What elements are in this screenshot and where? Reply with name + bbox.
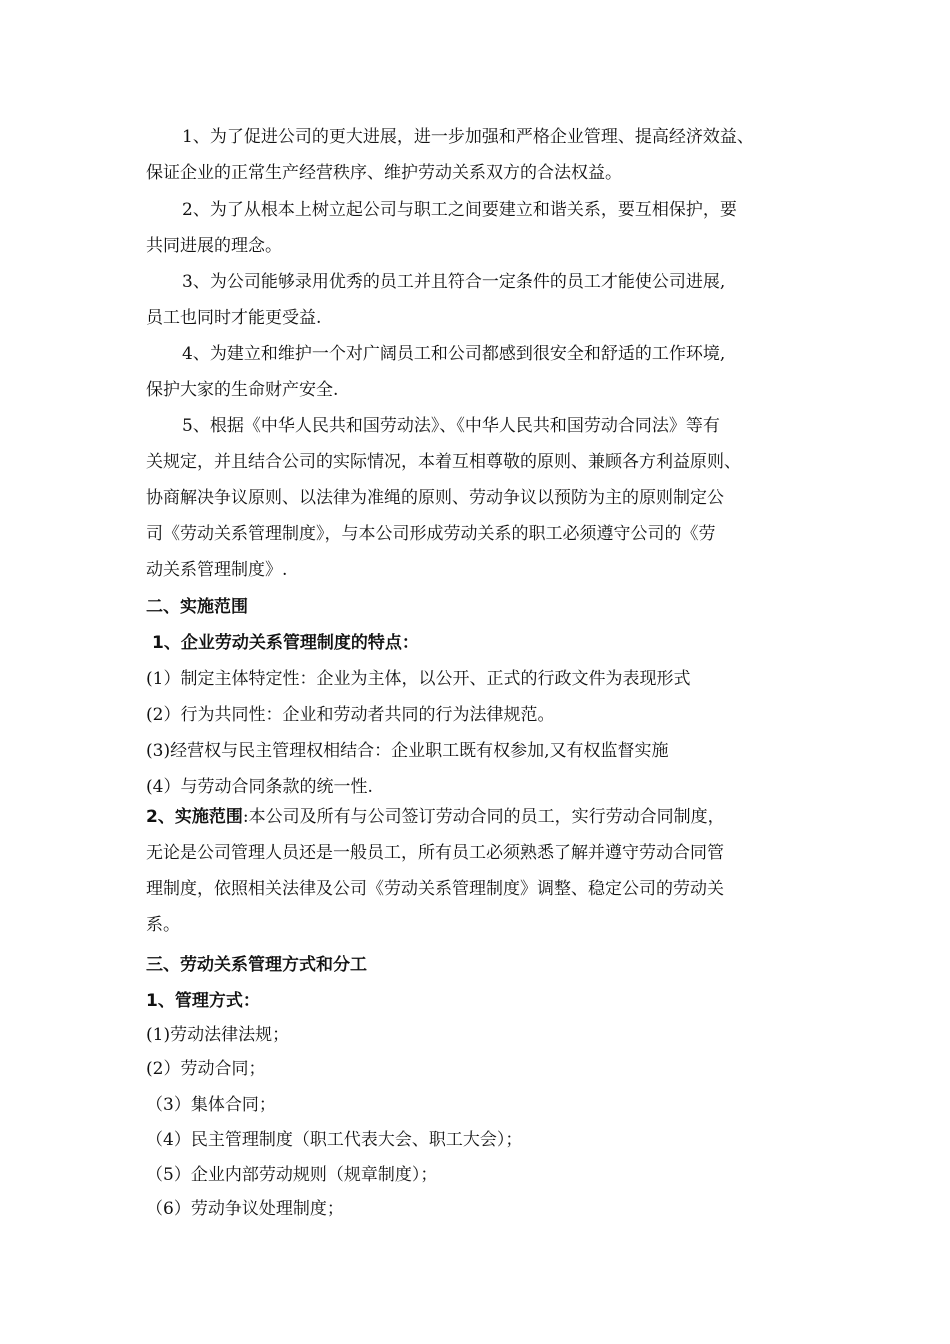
section-2-subheading-1: 1、企业劳动关系管理制度的特点： (152, 633, 419, 653)
section-3-heading: 三、劳动关系管理方式和分工 (146, 955, 367, 975)
section-3-item-3: （3）集体合同； (146, 1095, 276, 1115)
section-2-item-3: (3)经营权与民主管理权相结合：企业职工既有权参加,又有权监督实施 (146, 741, 669, 761)
paragraph-1-line-1: 1、为了促进公司的更大进展，进一步加强和严格企业管理、提高经济效益、 (182, 127, 754, 147)
section-2-heading: 二、实施范围 (146, 597, 248, 617)
paragraph-5-line-1: 5、根据《中华人民共和国劳动法》、《中华人民共和国劳动合同法》等有 (182, 416, 720, 436)
paragraph-4-line-2: 保护大家的生命财产安全. (146, 380, 339, 400)
paragraph-3-line-1: 3、为公司能够录用优秀的员工并且符合一定条件的员工才能使公司进展, (182, 272, 726, 292)
paragraph-3-line-2: 员工也同时才能更受益. (146, 308, 322, 328)
paragraph-5-line-3: 协商解决争议原则、以法律为准绳的原则、劳动争议以预防为主的原则制定公 (146, 488, 724, 508)
paragraph-4-line-1: 4、为建立和维护一个对广阔员工和公司都感到很安全和舒适的工作环境, (182, 344, 726, 364)
section-3-item-6: （6）劳动争议处理制度； (146, 1199, 344, 1219)
paragraph-5-line-4: 司《劳动关系管理制度》，与本公司形成劳动关系的职工必须遵守公司的《劳 (146, 524, 716, 544)
paragraph-5-line-2: 关规定，并且结合公司的实际情况，本着互相尊敬的原则、兼顾各方利益原则、 (146, 452, 741, 472)
section-2-scope-line-1 (146, 806, 725, 828)
section-2-scope-line-3: 理制度，依照相关法律及公司《劳动关系管理制度》调整、稳定公司的劳动关 (146, 879, 724, 899)
section-2-scope-text: :本公司及所有与公司签订劳动合同的员工，实行劳动合同制度， (242, 807, 725, 827)
paragraph-5-line-5: 动关系管理制度》. (146, 560, 288, 580)
paragraph-2-line-2: 共同进展的理念。 (146, 236, 282, 256)
section-3-item-2: (2）劳动合同； (146, 1059, 266, 1079)
paragraph-2-line-1: 2、为了从根本上树立起公司与职工之间要建立和谐关系，要互相保护，要 (182, 200, 737, 220)
section-2-item-2: (2）行为共同性：企业和劳动者共同的行为法律规范。 (146, 705, 555, 725)
section-3-subheading-1: 1、管理方式： (146, 991, 260, 1011)
section-3-item-5: （5）企业内部劳动规则（规章制度）； (146, 1165, 438, 1185)
section-3-item-4: （4）民主管理制度（职工代表大会、职工大会）； (146, 1130, 523, 1150)
section-3-item-1: (1)劳动法律法规； (146, 1025, 290, 1045)
paragraph-1-line-2: 保证企业的正常生产经营秩序、维护劳动关系双方的合法权益。 (146, 163, 622, 183)
section-2-scope-label: 2、实施范围 (146, 807, 243, 827)
section-2-item-1: (1）制定主体特定性：企业为主体，以公开、正式的行政文件为表现形式 (146, 669, 691, 689)
section-2-scope-line-4: 系。 (146, 915, 180, 935)
section-2-scope-line-2: 无论是公司管理人员还是一般员工，所有员工必须熟悉了解并遵守劳动合同管 (146, 843, 724, 863)
section-2-item-4: (4）与劳动合同条款的统一性. (146, 777, 373, 797)
